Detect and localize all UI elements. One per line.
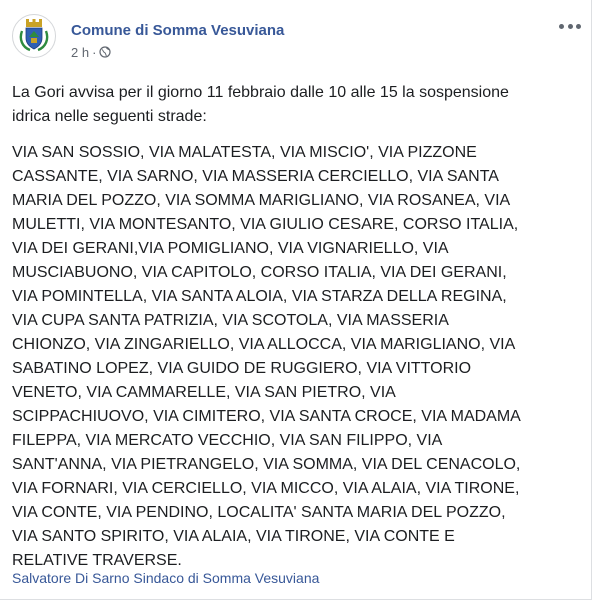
- meta-separator: ·: [92, 44, 97, 60]
- post-timestamp[interactable]: 2 h: [71, 44, 90, 60]
- globe-icon[interactable]: [99, 46, 111, 58]
- street-list: VIA SAN SOSSIO, VIA MALATESTA, VIA MISCIO', VIA PIZZONE CASSANTE, VIA SARNO, VIA MASSERIA CERCIELLO, VIA SANTA MARIA DEL POZZO, VIA SOMMA MARIGLIANO, VIA ROSANEA, VIA MULETTI, VIA MONTESANTO, VIA GIULIO CESARE, CORSO ITALIA, VIA DEI GERANI,VIA POMIGLIANO, VIA VIGNARIELLO, VIA MUSCIABUONO, VIA CAPITOLO, CORSO ITALIA, VIA DEI GERANI, VIA POMINTELLA, VIA SANTA ALOIA, VIA STARZA DELLA REGINA, VIA CUPA SANTA PATRIZIA, VIA SCOTOLA, VIA MASSERIA CHIONZO, VIA ZINGARIELLO, VIA ALLOCCA, VIA MARIGLIANO, VIA SABATINO LOPEZ, VIA GUIDO DE RUGGIERO, VIA VITTORIO VENETO, VIA CAMMARELLE, VIA SAN PIETRO, VIA SCIPPACHIUOVO, VIA CIMITERO, VIA SANTA CROCE, VIA MADAMA FILEPPA, VIA MERCATO VECCHIO, VIA SAN FILIPPO, VIA SANT'ANNA, VIA PIETRANGELO, VIA SOMMA, VIA DEL CENACOLO, VIA FORNARI, VIA CERCIELLO, VIA MICCO, VIA ALAIA, VIA TIRONE, VIA CONTE, VIA PENDINO, LOCALITA' SANTA MARIA DEL POZZO, VIA SANTO SPIRITO, VIA ALAIA, VIA TIRONE, VIA CONTE E RELATIVE TRAVERSE.: [12, 144, 521, 569]
- coat-of-arms-icon: [13, 15, 55, 57]
- more-dot: [576, 24, 581, 29]
- more-dot: [559, 24, 564, 29]
- signature-link[interactable]: Salvatore Di Sarno Sindaco di Somma Vesuviana: [12, 570, 320, 586]
- page-avatar[interactable]: [12, 14, 56, 58]
- more-dot: [568, 24, 573, 29]
- post-intro: La Gori avvisa per il giorno 11 febbraio dalle 10 alle 15 la sospensione idrica nelle seguenti strade:: [12, 84, 509, 125]
- page-name-link[interactable]: Comune di Somma Vesuviana: [71, 22, 285, 39]
- more-options-icon[interactable]: [559, 18, 581, 34]
- post-meta: [71, 44, 111, 60]
- post-message: [12, 81, 582, 585]
